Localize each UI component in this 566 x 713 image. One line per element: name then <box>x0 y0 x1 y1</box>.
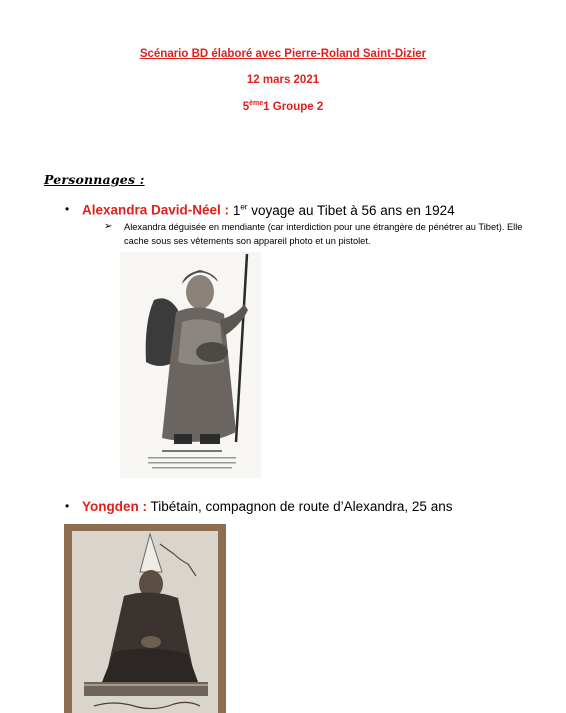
bullet-icon: • <box>65 499 70 513</box>
bullet-icon: • <box>65 202 70 216</box>
character-name: Alexandra David-Néel : <box>82 202 230 218</box>
character-item-alexandra <box>65 202 455 218</box>
character-note-text: Alexandra déguisée en mendiante (car interdiction pour une étrangère de pénétrer au Tibet). Elle cache sous ses vêtements son appareil photo et un pistolet. <box>124 222 523 246</box>
document-title: Scénario BD élaboré avec Pierre-Roland Saint-Dizier <box>139 48 427 60</box>
document-group: 5ème1 Groupe 2 <box>242 100 324 113</box>
yongden-photo <box>64 524 226 713</box>
character-desc: Tibétain, compagnon de route d’Alexandra, 25 ans <box>147 499 453 514</box>
character-note <box>104 220 544 248</box>
character-item-yongden <box>65 499 453 514</box>
character-desc: 1er voyage au Tibet à 56 ans en 1924 <box>229 202 455 218</box>
arrow-bullet-icon: ➢ <box>104 221 113 232</box>
alexandra-photo <box>120 252 261 478</box>
document-date: 12 mars 2021 <box>246 74 320 86</box>
character-name: Yongden : <box>82 499 147 514</box>
section-title: Personnages : <box>44 172 145 187</box>
